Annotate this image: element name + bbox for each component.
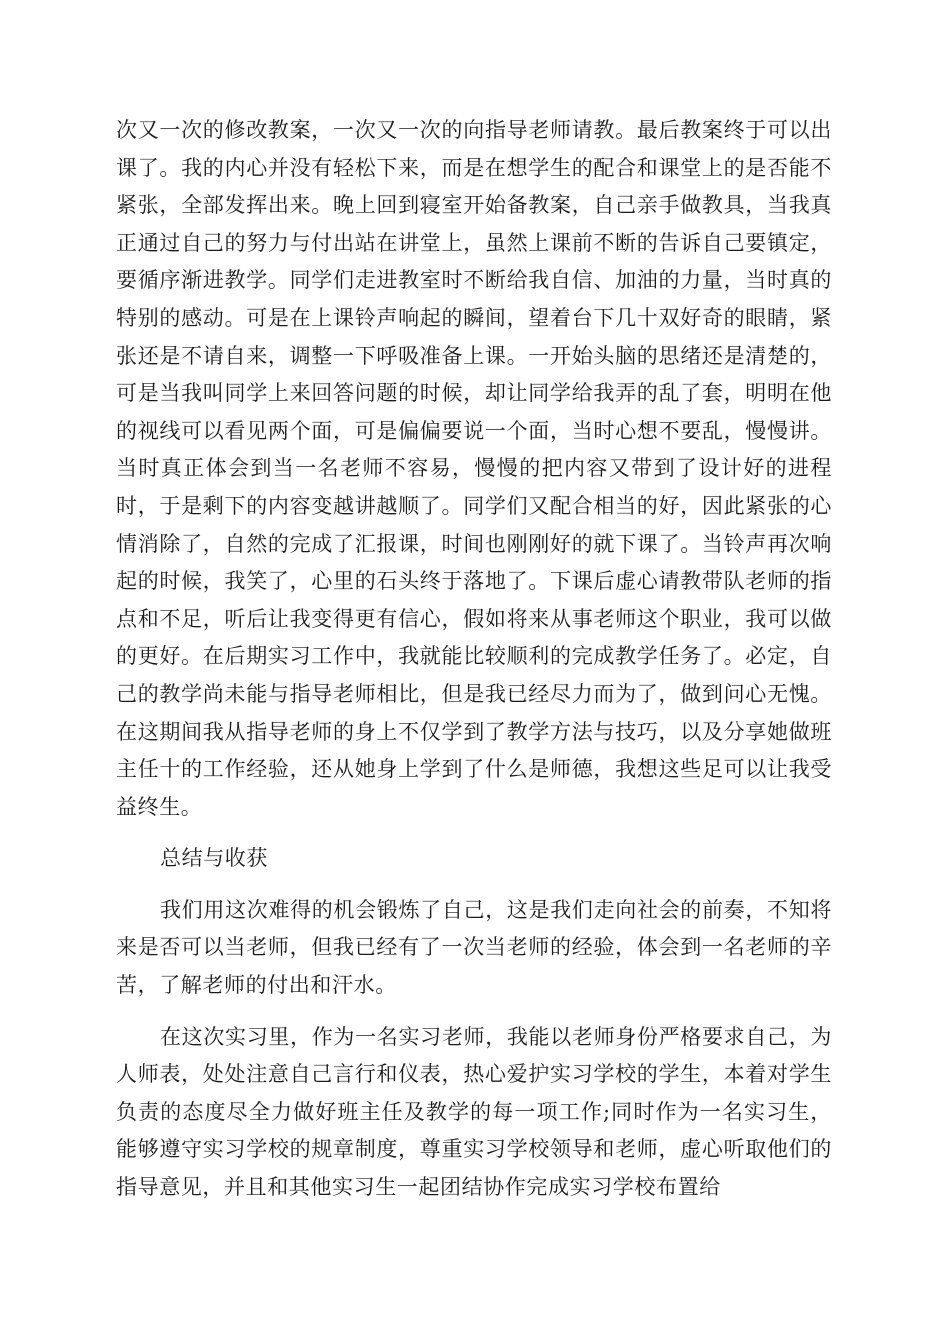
paragraph-teaching-experience: 次又一次的修改教案，一次又一次的向指导老师请教。最后教案终于可以出课了。我的内心并没有轻松下来，而是在想学生的配合和课堂上的是否能不紧张，全部发挥出来。晚上回到寝室开始备教案，自己亲手做教具，当我真正通过自己的努力与付出站在讲堂上，虽然上课前不断的告诉自己要镇定，要循序渐进教学。同学们走进教室时不断给我自信、加油的力量，当时真的特别的感动。可是在上课铃声响起的瞬间，望着台下几十双好奇的眼睛，紧张还是不请自来，调整一下呼吸准备上课。一开始头脑的思绪还是清楚的，可是当我叫同学上来回答问题的时候，却让同学给我弄的乱了套，明明在他的视线可以看见两个面，可是偏偏要说一个面，当时心想不要乱，慢慢讲。当时真正体会到当一名老师不容易，慢慢的把内容又带到了设计好的进程时，于是剩下的内容变越讲越顺了。同学们又配合相当的好，因此紧张的心情消除了，自然的完成了汇报课，时间也刚刚好的就下课了。当铃声再次响起的时候，我笑了，心里的石头终于落地了。下课后虚心请教带队老师的指点和不足，听后让我变得更有信心，假如将来从事老师这个职业，我可以做的更好。在后期实习工作中，我就能比较顺利的完成教学任务了。必定，自己的教学尚未能与指导老师相比，但是我已经尽力而为了，做到问心无愧。在这期间我从指导老师的身上不仅学到了教学方法与技巧，以及分享她做班主任十的工作经验，还从她身上学到了什么是师德，我想这些足可以让我受益终生。: [116, 118, 832, 819]
document-body: [116, 112, 832, 1207]
paragraph-internship-conduct: 在这次实习里，作为一名实习老师，我能以老师身份严格要求自己，为人师表，处处注意自己言行和仪表，热心爱护实习学校的学生，本着对学生负责的态度尽全力做好班主任及教学的每一项工作;同时作为一名实习生，能够遵守实习学校的规章制度，尊重实习学校领导和老师，虚心听取他们的指导意见，并且和其他实习生一起团结协作完成实习学校布置给: [116, 1024, 832, 1200]
section-heading: 总结与收获: [160, 846, 268, 871]
paragraph-summary: 我们用这次难得的机会锻炼了自己，这是我们走向社会的前奏，不知将来是否可以当老师，但我已经有了一次当老师的经验，体会到一名老师的辛苦，了解老师的付出和汗水。: [116, 897, 832, 998]
